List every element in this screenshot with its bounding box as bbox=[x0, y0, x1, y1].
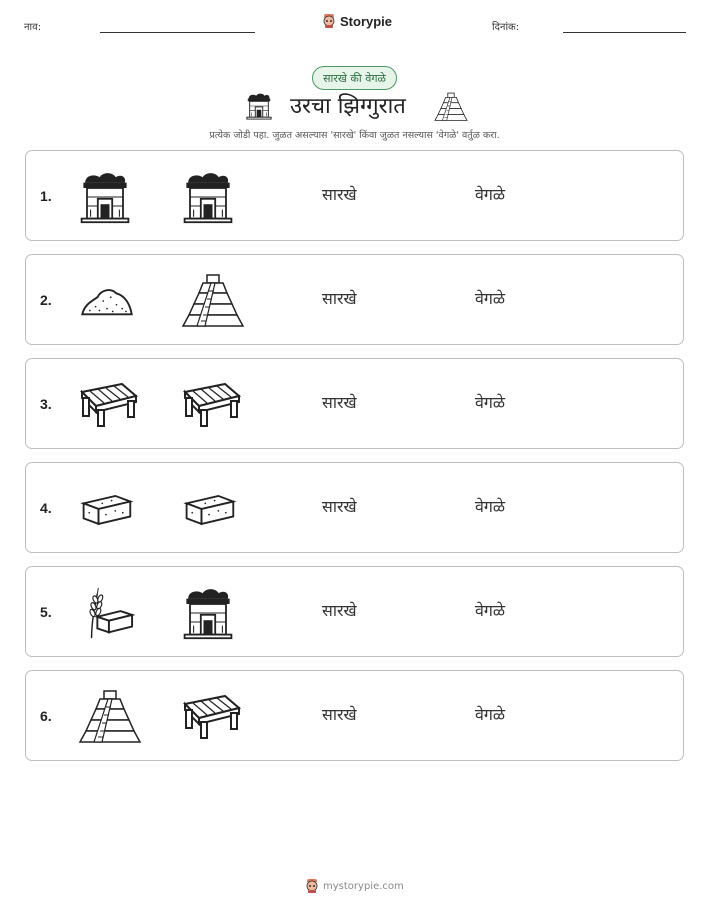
same-option[interactable]: सारखे bbox=[322, 497, 357, 516]
bench-icon bbox=[181, 692, 241, 742]
different-option[interactable]: वेगळे bbox=[475, 393, 506, 412]
pair-row bbox=[25, 254, 684, 345]
same-option[interactable]: सारखे bbox=[322, 601, 357, 620]
different-option[interactable]: वेगळे bbox=[475, 289, 506, 308]
temple-icon bbox=[245, 92, 273, 120]
brick-icon bbox=[181, 490, 237, 528]
bench-icon bbox=[181, 380, 241, 430]
different-option[interactable]: वेगळे bbox=[475, 185, 506, 204]
pair-row bbox=[25, 462, 684, 553]
footer-url[interactable]: mystorypie.com bbox=[323, 880, 404, 892]
different-option[interactable]: वेगळे bbox=[475, 497, 506, 516]
brick-icon bbox=[78, 490, 134, 528]
different-option[interactable]: वेगळे bbox=[475, 601, 506, 620]
date-label: दिनांक: bbox=[492, 22, 520, 33]
page-title: उरचा झिग्गुरात bbox=[290, 94, 406, 119]
temple-icon bbox=[181, 586, 235, 640]
temple-icon bbox=[78, 170, 132, 224]
row-number: 3. bbox=[40, 396, 52, 412]
pair-row bbox=[25, 566, 684, 657]
temple-icon bbox=[181, 170, 235, 224]
row-number: 5. bbox=[40, 604, 52, 620]
pair-row bbox=[25, 150, 684, 241]
wheat-brick-icon bbox=[78, 586, 136, 640]
brand-logo bbox=[322, 13, 392, 29]
same-option[interactable]: सारखे bbox=[322, 185, 357, 204]
brand-name: Storypie bbox=[340, 13, 393, 29]
instructions: प्रत्येक जोडी पहा. जुळत असल्यास 'सारखे' किंवा जुळत नसल्यास 'वेगळे' वर्तुळ करा. bbox=[209, 130, 500, 141]
same-option[interactable]: सारखे bbox=[322, 393, 357, 412]
worksheet-type-badge: सारखे की वेगळे bbox=[312, 66, 397, 90]
name-line[interactable] bbox=[100, 32, 255, 33]
pair-row bbox=[25, 670, 684, 761]
sand-pile-icon bbox=[78, 282, 136, 320]
title-row bbox=[0, 90, 709, 124]
same-option[interactable]: सारखे bbox=[322, 289, 357, 308]
same-option[interactable]: सारखे bbox=[322, 705, 357, 724]
footer bbox=[305, 878, 404, 894]
row-number: 6. bbox=[40, 708, 52, 724]
storypie-mascot-icon bbox=[322, 13, 336, 29]
ziggurat-icon bbox=[181, 273, 245, 329]
row-number: 1. bbox=[40, 188, 52, 204]
storypie-mascot-icon bbox=[305, 878, 319, 894]
row-number: 4. bbox=[40, 500, 52, 516]
ziggurat-icon bbox=[433, 92, 469, 122]
different-option[interactable]: वेगळे bbox=[475, 705, 506, 724]
date-line[interactable] bbox=[563, 32, 686, 33]
bench-icon bbox=[78, 380, 138, 430]
pair-row bbox=[25, 358, 684, 449]
name-label: नाव: bbox=[24, 22, 42, 33]
row-number: 2. bbox=[40, 292, 52, 308]
ziggurat-icon bbox=[78, 689, 142, 745]
